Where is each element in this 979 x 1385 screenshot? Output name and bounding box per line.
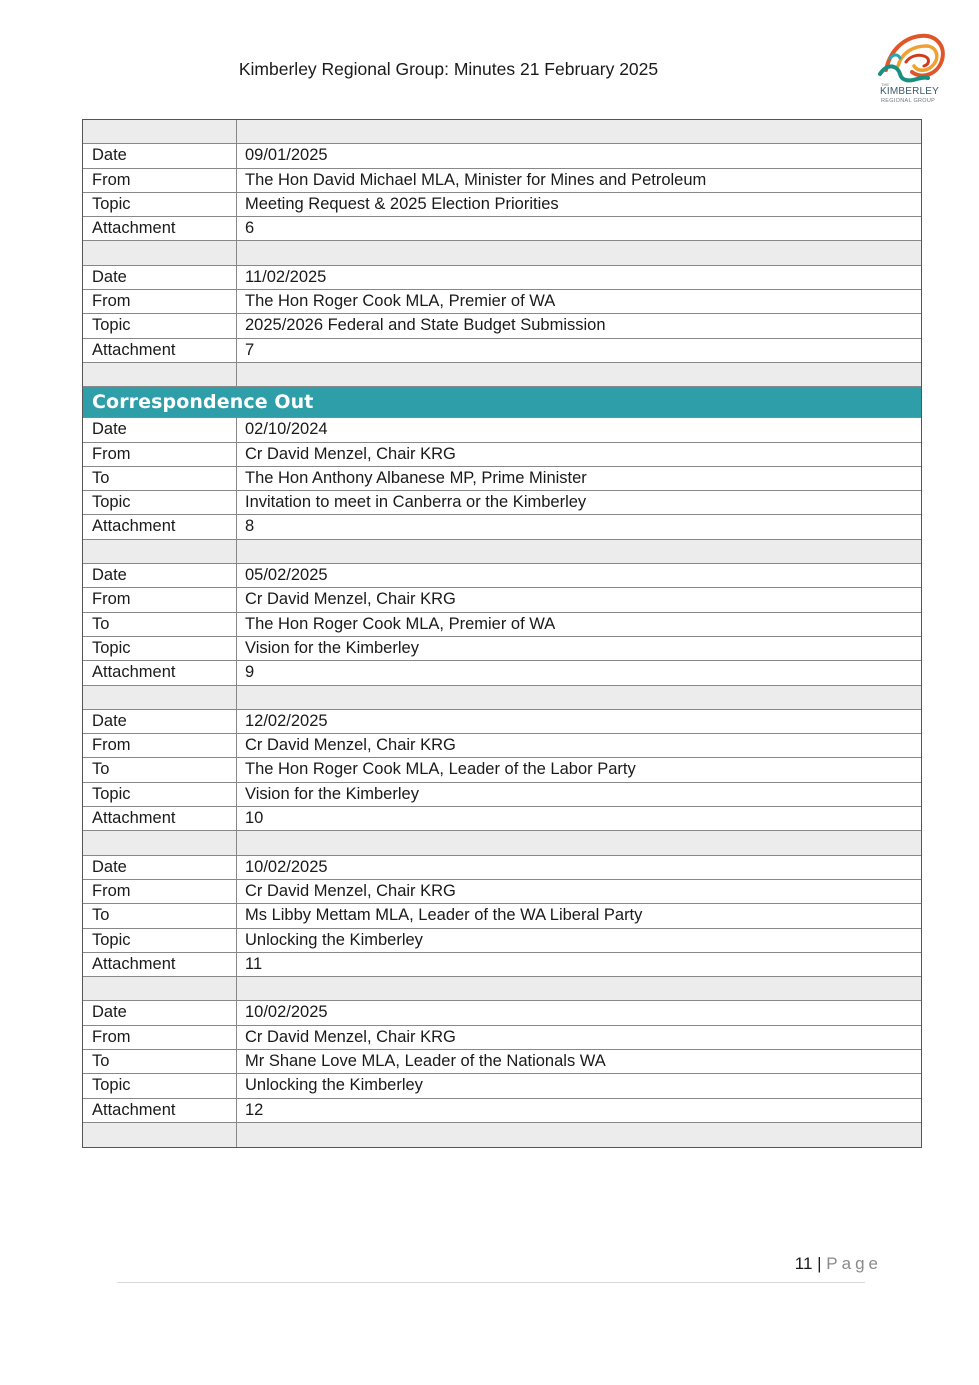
logo-sub-text: REGIONAL GROUP: [881, 98, 936, 104]
spacer-cell: [237, 540, 921, 563]
table-row: [83, 491, 921, 515]
field-label: From: [83, 734, 237, 757]
field-label: Date: [83, 856, 237, 879]
table-row: [83, 339, 921, 363]
spacer-cell: [237, 363, 921, 386]
field-value: 7: [245, 340, 255, 359]
table-row: [83, 710, 921, 734]
field-label: Attachment: [83, 661, 237, 684]
field-value: Vision for the Kimberley: [245, 784, 419, 803]
field-label: Date: [83, 266, 237, 289]
field-label: To: [83, 613, 237, 636]
field-value: 10: [245, 809, 264, 828]
field-label: Attachment: [83, 515, 237, 538]
page-separator: |: [817, 1254, 822, 1273]
table-row: [83, 443, 921, 467]
field-value: 10/02/2025: [245, 857, 328, 876]
field-value: Cr David Menzel, Chair KRG: [245, 1027, 456, 1046]
field-value: Cr David Menzel, Chair KRG: [245, 736, 456, 755]
field-label: Attachment: [83, 807, 237, 830]
table-row: [83, 193, 921, 217]
spacer-row: [83, 1123, 921, 1147]
field-label: Attachment: [83, 339, 237, 362]
field-value: 05/02/2025: [245, 566, 328, 585]
field-value: The Hon Roger Cook MLA, Premier of WA: [245, 614, 556, 633]
field-value: Vision for the Kimberley: [245, 638, 419, 657]
footer-divider: [117, 1282, 865, 1283]
page-number: 11: [794, 1254, 813, 1273]
field-label: Topic: [83, 193, 237, 216]
page-footer: [795, 1254, 882, 1274]
field-label: Attachment: [83, 1099, 237, 1122]
spacer-cell: [237, 686, 921, 709]
field-value: 2025/2026 Federal and State Budget Submission: [245, 316, 606, 335]
spacer-row: [83, 241, 921, 265]
field-label: To: [83, 904, 237, 927]
spacer-cell: [83, 1123, 237, 1147]
spacer-cell: [83, 120, 237, 143]
correspondence-table: [82, 119, 922, 1148]
field-label: From: [83, 443, 237, 466]
spacer-row: [83, 686, 921, 710]
field-value: The Hon Anthony Albanese MP, Prime Minister: [245, 468, 587, 487]
field-label: From: [83, 1026, 237, 1049]
logo-name-text: KIMBERLEY: [880, 86, 940, 97]
table-row: [83, 290, 921, 314]
field-label: Date: [83, 418, 237, 441]
field-label: Date: [83, 1001, 237, 1024]
field-value: 09/01/2025: [245, 146, 328, 165]
field-value: 02/10/2024: [245, 420, 328, 439]
table-row: [83, 169, 921, 193]
logo-small-text: THE: [881, 82, 889, 87]
field-label: Topic: [83, 637, 237, 660]
field-label: Topic: [83, 491, 237, 514]
field-value: The Hon David Michael MLA, Minister for Mines and Petroleum: [245, 170, 707, 189]
field-value: 8: [245, 517, 255, 536]
field-value: 11/02/2025: [245, 267, 327, 286]
table-row: [83, 314, 921, 338]
field-label: Date: [83, 564, 237, 587]
field-value: 11: [245, 954, 263, 973]
field-label: From: [83, 290, 237, 313]
table-row: [83, 1099, 921, 1123]
table-row: [83, 1026, 921, 1050]
spacer-cell: [83, 241, 237, 264]
spacer-cell: [83, 363, 237, 386]
table-row: [83, 807, 921, 831]
field-value: Cr David Menzel, Chair KRG: [245, 444, 456, 463]
spacer-cell: [237, 241, 921, 264]
table-row: [83, 613, 921, 637]
field-value: 12: [245, 1100, 264, 1119]
table-row: [83, 515, 921, 539]
field-value: Cr David Menzel, Chair KRG: [245, 590, 456, 609]
table-row: [83, 734, 921, 758]
field-label: Attachment: [83, 217, 237, 240]
table-row: [83, 467, 921, 491]
field-value: Cr David Menzel, Chair KRG: [245, 881, 456, 900]
table-row: [83, 1074, 921, 1098]
table-row: [83, 217, 921, 241]
spacer-cell: [83, 686, 237, 709]
spacer-row: [83, 540, 921, 564]
spacer-cell: [83, 540, 237, 563]
field-label: To: [83, 1050, 237, 1073]
table-row: [83, 637, 921, 661]
spacer-cell: [237, 1123, 921, 1147]
field-label: Date: [83, 144, 237, 167]
spacer-cell: [237, 977, 921, 1000]
field-value: 9: [245, 663, 255, 682]
table-row: [83, 953, 921, 977]
table-row: [83, 758, 921, 782]
field-value: The Hon Roger Cook MLA, Premier of WA: [245, 292, 556, 311]
table-row: [83, 266, 921, 290]
table-row: [83, 564, 921, 588]
field-label: Date: [83, 710, 237, 733]
field-value: Mr Shane Love MLA, Leader of the Nationals WA: [245, 1051, 606, 1070]
field-label: Attachment: [83, 953, 237, 976]
spacer-cell: [83, 977, 237, 1000]
table-row: [83, 588, 921, 612]
field-value: 10/02/2025: [245, 1003, 328, 1022]
table-row: [83, 1001, 921, 1025]
field-value: The Hon Roger Cook MLA, Leader of the Labor Party: [245, 760, 636, 779]
field-value: 12/02/2025: [245, 711, 328, 730]
spacer-row: [83, 831, 921, 855]
table-row: [83, 929, 921, 953]
field-value: Unlocking the Kimberley: [245, 1076, 423, 1095]
field-label: From: [83, 169, 237, 192]
table-row: [83, 418, 921, 442]
field-label: Topic: [83, 783, 237, 806]
field-label: Topic: [83, 1074, 237, 1097]
table-row: [83, 661, 921, 685]
section-title: Correspondence Out: [92, 391, 314, 414]
field-value: Meeting Request & 2025 Election Priorities: [245, 194, 559, 213]
table-row: [83, 144, 921, 168]
section-header-row: [83, 387, 921, 418]
spacer-row: [83, 120, 921, 144]
table-row: [83, 1050, 921, 1074]
field-label: Topic: [83, 314, 237, 337]
field-label: Topic: [83, 929, 237, 952]
field-label: From: [83, 588, 237, 611]
page-label: Page: [826, 1254, 882, 1273]
table-row: [83, 783, 921, 807]
field-value: Unlocking the Kimberley: [245, 930, 423, 949]
table-row: [83, 856, 921, 880]
field-value: Invitation to meet in Canberra or the Kimberley: [245, 493, 587, 512]
spacer-cell: [83, 831, 237, 854]
page-header-title: Kimberley Regional Group: Minutes 21 February 2025: [238, 59, 659, 79]
field-value: Ms Libby Mettam MLA, Leader of the WA Liberal Party: [245, 906, 643, 925]
spacer-row: [83, 977, 921, 1001]
field-label: To: [83, 758, 237, 781]
field-value: 6: [245, 219, 255, 238]
spacer-cell: [237, 831, 921, 854]
spacer-row: [83, 363, 921, 387]
spacer-cell: [237, 120, 921, 143]
table-row: [83, 880, 921, 904]
field-label: To: [83, 467, 237, 490]
table-row: [83, 904, 921, 928]
field-label: From: [83, 880, 237, 903]
